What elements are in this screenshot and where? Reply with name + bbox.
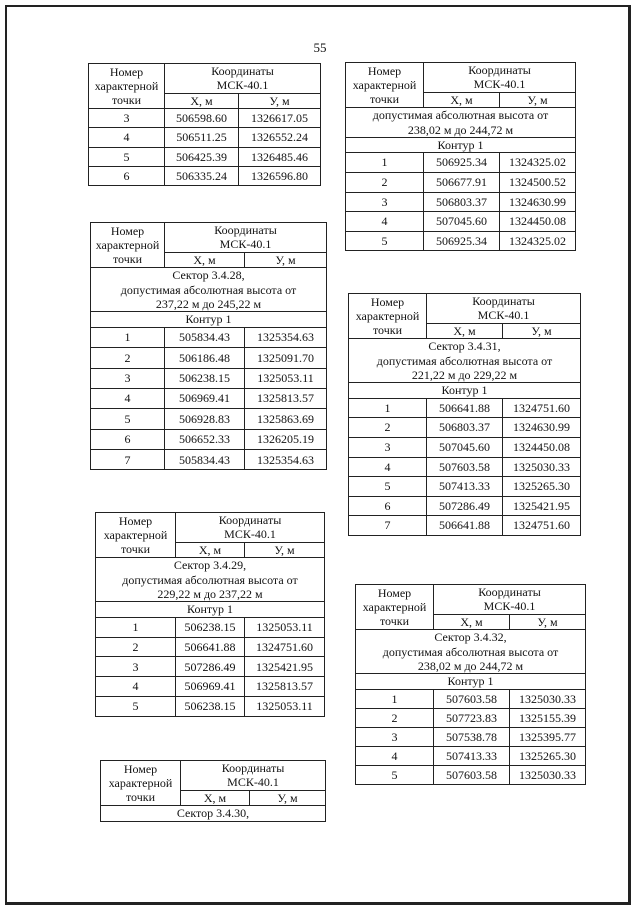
point-number: 6 bbox=[349, 496, 427, 516]
header-name-line: Номер bbox=[109, 64, 144, 79]
x-coordinate: 506803.37 bbox=[427, 418, 503, 438]
table-row bbox=[96, 696, 325, 716]
sector-line: допустимая абсолютная высота от bbox=[372, 108, 549, 123]
y-coordinate: 1325813.57 bbox=[245, 388, 327, 408]
y-coordinate: 1325053.11 bbox=[245, 696, 325, 716]
header-name-line: точки bbox=[379, 614, 410, 629]
contour-label: Контур 1 bbox=[349, 383, 581, 398]
x-coordinate: 506928.83 bbox=[165, 409, 245, 429]
header-coord-line: Координаты bbox=[468, 63, 531, 77]
page-number: 55 bbox=[313, 40, 327, 55]
header-x: X, м bbox=[176, 542, 245, 557]
point-number: 4 bbox=[89, 128, 165, 147]
y-coordinate: 1325053.11 bbox=[245, 368, 327, 388]
header-y: У, м bbox=[245, 252, 327, 267]
x-coordinate: 507286.49 bbox=[427, 496, 503, 516]
header-coord-line: Координаты bbox=[472, 294, 535, 308]
x-coordinate: 506969.41 bbox=[165, 388, 245, 408]
x-coordinate: 506641.88 bbox=[427, 516, 503, 536]
header-y: У, м bbox=[250, 790, 326, 805]
header-coord-line: МСК-40.1 bbox=[477, 308, 530, 323]
point-number: 1 bbox=[91, 327, 165, 347]
table-row bbox=[89, 167, 321, 186]
point-number: 2 bbox=[96, 637, 176, 657]
x-coordinate: 505834.43 bbox=[165, 450, 245, 470]
coordinate-table bbox=[345, 62, 576, 251]
y-coordinate: 1326485.46 bbox=[239, 147, 321, 166]
point-number: 5 bbox=[356, 766, 434, 785]
x-coordinate: 506641.88 bbox=[176, 637, 245, 657]
table-row bbox=[349, 418, 581, 438]
coordinate-table bbox=[95, 512, 325, 717]
table-row bbox=[96, 617, 325, 637]
y-coordinate: 1325265.30 bbox=[510, 747, 586, 766]
table-row bbox=[91, 388, 327, 408]
y-coordinate: 1324751.60 bbox=[245, 637, 325, 657]
point-number: 2 bbox=[91, 348, 165, 368]
table-row bbox=[356, 689, 586, 708]
table-row bbox=[91, 348, 327, 368]
y-coordinate: 1325421.95 bbox=[245, 657, 325, 677]
point-number: 1 bbox=[356, 689, 434, 708]
table-row bbox=[96, 677, 325, 697]
contour-label: Контур 1 bbox=[346, 137, 576, 152]
point-number: 5 bbox=[96, 696, 176, 716]
point-number: 1 bbox=[349, 398, 427, 418]
table-row bbox=[349, 516, 581, 536]
header-point-number bbox=[356, 585, 434, 630]
y-coordinate: 1325354.63 bbox=[245, 450, 327, 470]
table-row bbox=[349, 457, 581, 477]
header-point-number bbox=[96, 513, 176, 558]
coordinate-table bbox=[348, 293, 581, 536]
header-name-line: характерной bbox=[362, 599, 427, 614]
header-name-line: Номер bbox=[370, 294, 405, 309]
point-number: 4 bbox=[356, 747, 434, 766]
sector-line: 221,22 м до 229,22 м bbox=[411, 367, 518, 382]
sector-line: Сектор 3.4.29, bbox=[173, 558, 247, 573]
table-row bbox=[346, 172, 576, 192]
sector-line: 237,22 м до 245,22 м bbox=[155, 296, 262, 311]
x-coordinate: 506641.88 bbox=[427, 398, 503, 418]
table-row bbox=[356, 747, 586, 766]
table-row bbox=[96, 657, 325, 677]
x-coordinate: 506425.39 bbox=[165, 147, 239, 166]
coordinate-table bbox=[90, 222, 327, 470]
header-coord-line: Координаты bbox=[478, 585, 541, 599]
y-coordinate: 1324630.99 bbox=[500, 192, 576, 212]
y-coordinate: 1326596.80 bbox=[239, 167, 321, 186]
point-number: 5 bbox=[89, 147, 165, 166]
header-coordinates bbox=[176, 513, 325, 543]
header-coord-line: МСК-40.1 bbox=[224, 527, 276, 542]
table-row bbox=[91, 409, 327, 429]
point-number: 4 bbox=[91, 388, 165, 408]
table-row bbox=[89, 109, 321, 128]
table-row bbox=[356, 708, 586, 727]
header-point-number bbox=[89, 64, 165, 109]
point-number: 3 bbox=[346, 192, 424, 212]
y-coordinate: 1325030.33 bbox=[510, 689, 586, 708]
table-row bbox=[349, 437, 581, 457]
y-coordinate: 1325155.39 bbox=[510, 708, 586, 727]
header-point-number bbox=[91, 223, 165, 268]
point-number: 2 bbox=[356, 708, 434, 727]
point-number: 7 bbox=[349, 516, 427, 536]
y-coordinate: 1325395.77 bbox=[510, 727, 586, 746]
y-coordinate: 1325354.63 bbox=[245, 327, 327, 347]
header-name-line: точки bbox=[111, 93, 142, 108]
x-coordinate: 505834.43 bbox=[165, 327, 245, 347]
header-name-line: характерной bbox=[103, 527, 168, 542]
header-x: X, м bbox=[165, 252, 245, 267]
x-coordinate: 506511.25 bbox=[165, 128, 239, 147]
header-name-line: Номер bbox=[118, 513, 153, 528]
y-coordinate: 1325030.33 bbox=[503, 457, 581, 477]
table-row bbox=[349, 477, 581, 497]
x-coordinate: 506969.41 bbox=[176, 677, 245, 697]
point-number: 3 bbox=[91, 368, 165, 388]
sector-line: 229,22 м до 237,22 м bbox=[157, 586, 263, 601]
header-name-line: Номер bbox=[110, 223, 145, 238]
header-coordinates bbox=[427, 294, 581, 324]
header-coord-line: МСК-40.1 bbox=[483, 599, 536, 614]
y-coordinate: 1325091.70 bbox=[245, 348, 327, 368]
header-name-line: точки bbox=[112, 252, 143, 267]
header-name-line: характерной bbox=[352, 77, 417, 92]
point-number: 7 bbox=[91, 450, 165, 470]
point-number: 4 bbox=[349, 457, 427, 477]
coordinate-table bbox=[355, 584, 586, 785]
point-number: 6 bbox=[89, 167, 165, 186]
point-number: 3 bbox=[356, 727, 434, 746]
x-coordinate: 506925.34 bbox=[424, 153, 500, 173]
sector-line: Сектор 3.4.30, bbox=[176, 806, 250, 821]
header-coordinates bbox=[165, 223, 327, 253]
header-name-line: Номер bbox=[123, 761, 158, 776]
y-coordinate: 1325813.57 bbox=[245, 677, 325, 697]
sector-line: 238,02 м до 244,72 м bbox=[407, 122, 514, 137]
x-coordinate: 507286.49 bbox=[176, 657, 245, 677]
x-coordinate: 506186.48 bbox=[165, 348, 245, 368]
header-name-line: характерной bbox=[355, 308, 420, 323]
point-number: 5 bbox=[349, 477, 427, 497]
x-coordinate: 506238.15 bbox=[176, 696, 245, 716]
table-row bbox=[346, 231, 576, 251]
header-y: У, м bbox=[510, 614, 586, 629]
x-coordinate: 507045.60 bbox=[427, 437, 503, 457]
y-coordinate: 1326552.24 bbox=[239, 128, 321, 147]
point-number: 3 bbox=[349, 437, 427, 457]
header-x: X, м bbox=[165, 93, 239, 108]
header-name-line: точки bbox=[120, 542, 151, 557]
y-coordinate: 1324751.60 bbox=[503, 516, 581, 536]
sector-description bbox=[96, 558, 325, 602]
y-coordinate: 1324325.02 bbox=[500, 231, 576, 251]
y-coordinate: 1325030.33 bbox=[510, 766, 586, 785]
x-coordinate: 506677.91 bbox=[424, 172, 500, 192]
header-coordinates bbox=[165, 64, 321, 94]
table-row bbox=[356, 727, 586, 746]
x-coordinate: 507603.58 bbox=[434, 766, 510, 785]
header-x: X, м bbox=[424, 92, 500, 107]
header-x: X, м bbox=[181, 790, 250, 805]
point-number: 5 bbox=[91, 409, 165, 429]
contour-label: Контур 1 bbox=[91, 312, 327, 327]
point-number: 6 bbox=[91, 429, 165, 449]
header-x: X, м bbox=[427, 323, 503, 338]
point-number: 1 bbox=[346, 153, 424, 173]
table-row bbox=[89, 147, 321, 166]
header-name-line: характерной bbox=[94, 78, 159, 93]
sector-line: Сектор 3.4.31, bbox=[428, 339, 501, 354]
x-coordinate: 506238.15 bbox=[165, 368, 245, 388]
table-row bbox=[91, 450, 327, 470]
table-row bbox=[349, 398, 581, 418]
table-row bbox=[349, 496, 581, 516]
x-coordinate: 507538.78 bbox=[434, 727, 510, 746]
header-coordinates bbox=[424, 63, 576, 93]
x-coordinate: 507045.60 bbox=[424, 212, 500, 232]
table-row bbox=[91, 327, 327, 347]
header-coord-line: МСК-40.1 bbox=[219, 237, 272, 252]
sector-line: допустимая абсолютная высота от bbox=[120, 282, 297, 297]
sector-description bbox=[91, 268, 327, 312]
y-coordinate: 1324751.60 bbox=[503, 398, 581, 418]
table-row bbox=[346, 192, 576, 212]
point-number: 4 bbox=[96, 677, 176, 697]
header-name-line: точки bbox=[125, 790, 156, 805]
header-name-line: Номер bbox=[377, 585, 412, 600]
header-coord-line: МСК-40.1 bbox=[216, 78, 269, 93]
header-name-line: точки bbox=[372, 323, 403, 338]
point-number: 1 bbox=[96, 617, 176, 637]
point-number: 5 bbox=[346, 231, 424, 251]
table-row bbox=[91, 368, 327, 388]
x-coordinate: 506925.34 bbox=[424, 231, 500, 251]
sector-description bbox=[356, 630, 586, 674]
point-number: 3 bbox=[89, 109, 165, 128]
y-coordinate: 1324450.08 bbox=[503, 437, 581, 457]
y-coordinate: 1325421.95 bbox=[503, 496, 581, 516]
y-coordinate: 1325265.30 bbox=[503, 477, 581, 497]
header-coord-line: Координаты bbox=[221, 761, 285, 775]
header-y: У, м bbox=[500, 92, 576, 107]
table-row bbox=[89, 128, 321, 147]
header-name-line: характерной bbox=[95, 237, 160, 252]
point-number: 3 bbox=[96, 657, 176, 677]
y-coordinate: 1324325.02 bbox=[500, 153, 576, 173]
sector-line: допустимая абсолютная высота от bbox=[376, 353, 553, 368]
x-coordinate: 506652.33 bbox=[165, 429, 245, 449]
y-coordinate: 1325863.69 bbox=[245, 409, 327, 429]
table-row bbox=[96, 637, 325, 657]
coordinate-table bbox=[88, 63, 321, 186]
header-point-number bbox=[349, 294, 427, 339]
sector-description bbox=[346, 108, 576, 138]
header-x: X, м bbox=[434, 614, 510, 629]
table-row bbox=[91, 429, 327, 449]
point-number: 2 bbox=[349, 418, 427, 438]
header-coordinates bbox=[181, 761, 326, 791]
x-coordinate: 506803.37 bbox=[424, 192, 500, 212]
x-coordinate: 507603.58 bbox=[434, 689, 510, 708]
contour-label: Контур 1 bbox=[356, 674, 586, 689]
y-coordinate: 1326617.05 bbox=[239, 109, 321, 128]
header-coord-line: Координаты bbox=[211, 64, 274, 78]
x-coordinate: 506238.15 bbox=[176, 617, 245, 637]
point-number: 2 bbox=[346, 172, 424, 192]
sector-line: Сектор 3.4.32, bbox=[434, 630, 507, 645]
x-coordinate: 507603.58 bbox=[427, 457, 503, 477]
table-row bbox=[346, 153, 576, 173]
contour-label: Контур 1 bbox=[96, 602, 325, 617]
header-y: У, м bbox=[239, 93, 321, 108]
y-coordinate: 1324450.08 bbox=[500, 212, 576, 232]
header-point-number bbox=[101, 761, 181, 806]
sector-line: 238,02 м до 244,72 м bbox=[417, 658, 524, 673]
sector-line: допустимая абсолютная высота от bbox=[122, 572, 298, 587]
x-coordinate: 507723.83 bbox=[434, 708, 510, 727]
y-coordinate: 1324500.52 bbox=[500, 172, 576, 192]
header-point-number bbox=[346, 63, 424, 108]
sector-description bbox=[101, 806, 326, 821]
header-coord-line: Координаты bbox=[218, 513, 282, 527]
header-coord-line: МСК-40.1 bbox=[473, 77, 526, 92]
header-name-line: точки bbox=[369, 92, 400, 107]
x-coordinate: 507413.33 bbox=[427, 477, 503, 497]
header-name-line: характерной bbox=[108, 775, 173, 790]
sector-line: допустимая абсолютная высота от bbox=[382, 644, 559, 659]
point-number: 4 bbox=[346, 212, 424, 232]
y-coordinate: 1325053.11 bbox=[245, 617, 325, 637]
x-coordinate: 506598.60 bbox=[165, 109, 239, 128]
x-coordinate: 507413.33 bbox=[434, 747, 510, 766]
sector-description bbox=[349, 339, 581, 383]
header-y: У, м bbox=[503, 323, 581, 338]
table-row bbox=[346, 212, 576, 232]
table-row bbox=[356, 766, 586, 785]
coordinate-table bbox=[100, 760, 326, 822]
header-coord-line: Координаты bbox=[214, 223, 277, 237]
header-coord-line: МСК-40.1 bbox=[227, 775, 279, 790]
header-y: У, м bbox=[245, 542, 325, 557]
x-coordinate: 506335.24 bbox=[165, 167, 239, 186]
header-coordinates bbox=[434, 585, 586, 615]
y-coordinate: 1326205.19 bbox=[245, 429, 327, 449]
y-coordinate: 1324630.99 bbox=[503, 418, 581, 438]
header-name-line: Номер bbox=[367, 63, 402, 78]
sector-line: Сектор 3.4.28, bbox=[172, 268, 245, 283]
